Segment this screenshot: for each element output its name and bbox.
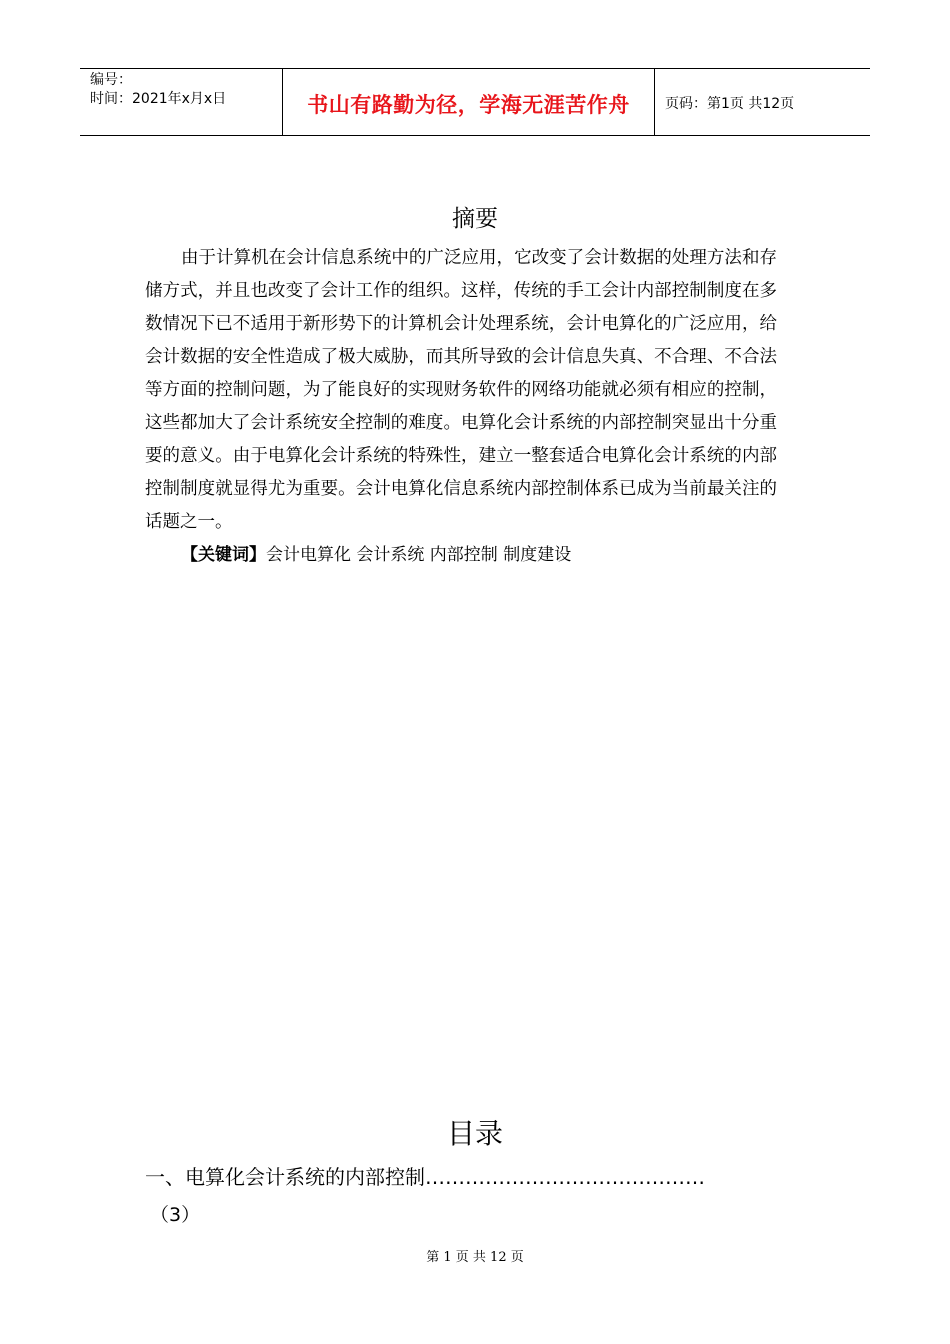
- abstract-title: 摘要: [452, 206, 498, 232]
- abstract-body: 由于计算机在会计信息系统中的广泛应用，它改变了会计数据的处理方法和存储方式，并且也改变了会计工作的组织。这样，传统的手工会计内部控制制度在多数情况下已不适用于新形势下的计算机会计处理系统，会计电算化的广泛应用，给会计数据的安全性造成了极大威胁，而其所导致的会计信息失真、不合理、不合法等方面的控制问题，为了能良好的实现财务软件的网络功能就必须有相应的控制，这些都加大了会计系统安全控制的难度。电算化会计系统的内部控制突显出十分重要的意义。由于电算化会计系统的特殊性，建立一整套适合电算化会计系统的内部控制制度就显得尤为重要。会计电算化信息系统内部控制体系已成为当前最关注的话题之一。: [145, 248, 777, 532]
- header-meta: [90, 71, 226, 109]
- toc-title: 目录: [446, 1117, 503, 1150]
- toc-entry-page: （3）: [150, 1204, 201, 1226]
- document-number-label: 编号：: [90, 72, 132, 88]
- page-footer: 第 1 页 共 12 页: [426, 1250, 524, 1265]
- keywords-list: 会计电算化 会计系统 内部控制 制度建设: [266, 545, 572, 565]
- header-page-number: 页码：第1页 共12页: [665, 96, 795, 112]
- toc-entry[interactable]: 一、电算化会计系统的内部控制……………………………………: [145, 1165, 705, 1189]
- header-motto: 书山有路勤为径，学海无涯苦作舟: [307, 93, 630, 117]
- document-date: 时间：2021年x月x日: [90, 91, 227, 107]
- keywords-label: 【关键词】: [181, 545, 266, 565]
- keywords-line: [181, 540, 571, 565]
- page-header: [80, 68, 870, 136]
- header-divider: [654, 69, 655, 135]
